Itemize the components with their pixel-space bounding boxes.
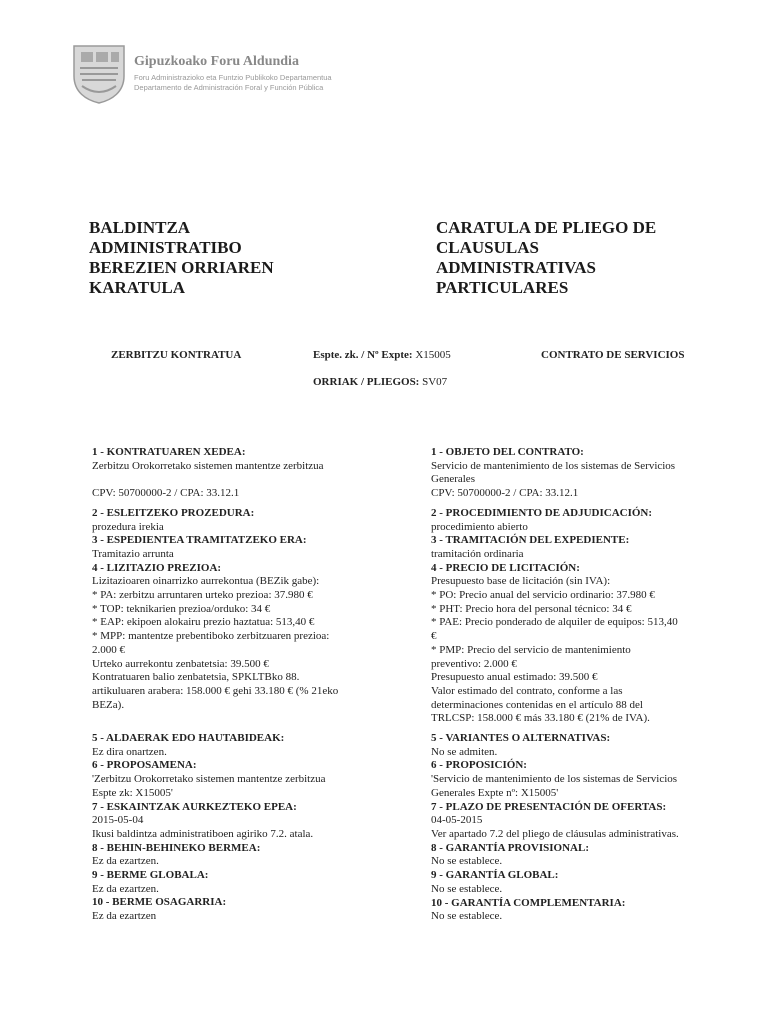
section-text: Generales Expte nº: X15005'	[431, 786, 559, 799]
section-text: * TOP: teknikarien prezioa/orduko: 34 €	[92, 602, 271, 615]
title-es-line: CARATULA DE PLIEGO DE	[436, 218, 657, 237]
expte-label: Espte. zk. / Nº Expte:	[313, 349, 413, 361]
section-heading: 10 - BERME OSAGARRIA:	[92, 896, 227, 909]
section-text: Valor estimado del contrato, conforme a las	[431, 684, 623, 697]
section-text: Zerbitzu Orokorretako sistemen mantentze zerbitzua	[92, 459, 324, 472]
title-es-line: PARTICULARES	[436, 278, 569, 297]
section-heading: 2 - PROCEDIMIENTO DE ADJUDICACIÓN:	[431, 506, 653, 519]
section-text: 2.000 €	[92, 643, 125, 656]
contract-type-es: CONTRATO DE SERVICIOS	[541, 349, 685, 361]
contract-type-eu: ZERBITZU KONTRATUA	[111, 349, 242, 361]
section-text: Tramitazio arrunta	[92, 547, 174, 560]
section-heading: 9 - GARANTÍA GLOBAL:	[431, 869, 559, 882]
section-text: * PA: zerbitzu arruntaren urteko prezioa: 37.980 €	[92, 589, 313, 602]
section-text: Ver apartado 7.2 del pliego de cláusulas administrativas.	[431, 827, 679, 840]
cpv-code: CPV: 50700000-2 / CPA: 33.12.1	[92, 487, 240, 500]
coat-of-arms-icon	[72, 42, 126, 104]
section-heading: 3 - ESPEDIENTEA TRAMITATZEKO ERA:	[92, 534, 307, 547]
title-es-line: ADMINISTRATIVAS	[436, 258, 596, 277]
section-text: Presupuesto anual estimado: 39.500 €	[431, 671, 598, 684]
section-heading: 7 - ESKAINTZAK AURKEZTEKO EPEA:	[92, 800, 297, 813]
section-text: preventivo: 2.000 €	[431, 657, 517, 670]
title-eu-line: ADMINISTRATIBO	[89, 238, 242, 257]
section-text: 04-05-2015	[431, 814, 483, 827]
section-text: TRLCSP: 158.000 € más 33.180 € (21% de IVA).	[431, 712, 650, 725]
department-eu: Foru Administrazioko eta Funtzio Publikoko Departamentua	[134, 73, 332, 82]
section-text: tramitación ordinaria	[431, 547, 524, 560]
section-text: procedimiento abierto	[431, 520, 528, 533]
column-es	[431, 446, 731, 924]
department-es: Departamento de Administración Foral y Función Pública	[134, 83, 324, 92]
section-heading: 8 - GARANTÍA PROVISIONAL:	[431, 841, 589, 854]
pliegos-value: SV07	[422, 376, 448, 388]
section-text: * EAP: ekipoen alokairu prezio haztatua: 513,40 €	[92, 616, 315, 629]
header-logo	[72, 42, 372, 106]
section-text: Ez dira onartzen.	[92, 745, 167, 758]
title-es-line: CLAUSULAS	[436, 238, 539, 257]
pliegos-field	[313, 376, 447, 388]
section-text: No se establece.	[431, 910, 503, 923]
pliegos-label: ORRIAK / PLIEGOS:	[313, 376, 420, 388]
title-eu-line: BEREZIEN ORRIAREN	[89, 258, 274, 277]
section-heading: 3 - TRAMITACIÓN DEL EXPEDIENTE:	[431, 534, 630, 547]
section-text: Servicio de mantenimiento de los sistemas de Servicios	[431, 459, 676, 472]
section-heading: 6 - PROPOSAMENA:	[92, 759, 197, 772]
section-text: determinaciones contenidas en el artículo 88 del	[431, 698, 643, 711]
section-text: 2015-05-04	[92, 814, 144, 827]
column-eu	[92, 446, 382, 924]
section-text: Kontratuaren balio zenbatetsia, SPKLTBko 88.	[92, 671, 300, 684]
section-heading: 5 - ALDAERAK EDO HAUTABIDEAK:	[92, 732, 285, 745]
section-text: No se establece.	[431, 882, 503, 895]
section-text: Ikusi baldintza administratiboen agiriko 7.2. atala.	[92, 827, 314, 840]
section-heading: 5 - VARIANTES O ALTERNATIVAS:	[431, 732, 611, 745]
section-text: 'Servicio de mantenimiento de los sistemas de Servicios	[431, 773, 678, 786]
expte-value: X15005	[415, 349, 451, 361]
section-text: Ez da ezartzen.	[92, 882, 159, 895]
section-heading: 4 - LIZITAZIO PREZIOA:	[92, 561, 222, 574]
section-heading: 2 - ESLEITZEKO PROZEDURA:	[92, 506, 255, 519]
title-eu-line: BALDINTZA	[89, 218, 191, 237]
section-text: No se admiten.	[431, 745, 498, 758]
section-text: BEZa).	[92, 698, 125, 711]
cpv-code: CPV: 50700000-2 / CPA: 33.12.1	[431, 487, 579, 500]
section-heading: 4 - PRECIO DE LICITACIÓN:	[431, 561, 580, 574]
section-text: Ez da ezartzen.	[92, 855, 159, 868]
section-text: * PHT: Precio hora del personal técnico: 34 €	[431, 602, 632, 615]
section-heading: 10 - GARANTÍA COMPLEMENTARIA:	[431, 896, 626, 909]
title-eu	[89, 218, 349, 298]
section-heading: 9 - BERME GLOBALA:	[92, 869, 209, 882]
section-heading: 6 - PROPOSICIÓN:	[431, 759, 527, 772]
section-heading: 8 - BEHIN-BEHINEKO BERMEA:	[92, 841, 261, 854]
section-text: Presupuesto base de licitación (sin IVA):	[431, 575, 611, 588]
section-heading: 7 - PLAZO DE PRESENTACIÓN DE OFERTAS:	[431, 800, 667, 813]
section-text: Ez da ezartzen	[92, 910, 157, 923]
section-heading: 1 - KONTRATUAREN XEDEA:	[92, 446, 246, 458]
title-es	[436, 218, 736, 298]
section-text: Generales	[431, 473, 475, 486]
section-text: * PO: Precio anual del servicio ordinario: 37.980 €	[431, 589, 655, 602]
section-text: * PAE: Precio ponderado de alquiler de equipos: 513,40	[431, 616, 678, 629]
section-heading: 1 - OBJETO DEL CONTRATO:	[431, 446, 584, 458]
section-text: Urteko aurrekontu zenbatetsia: 39.500 €	[92, 657, 269, 670]
section-text: * MPP: mantentze prebentiboko zerbitzuaren prezioa:	[92, 630, 330, 643]
org-name: Gipuzkoako Foru Aldundia	[134, 54, 299, 69]
section-text: Lizitazioaren oinarrizko aurrekontua (BEZik gabe):	[92, 575, 320, 588]
section-text: €	[431, 630, 437, 643]
section-text: artikuluaren arabera: 158.000 € gehi 33.180 € (% 21eko	[92, 684, 339, 697]
section-text: prozedura irekia	[92, 520, 164, 533]
section-text: * PMP: Precio del servicio de mantenimiento	[431, 643, 631, 656]
expte-field	[313, 349, 451, 361]
title-eu-line: KARATULA	[89, 278, 186, 297]
section-text: 'Zerbitzu Orokorretako sistemen mantentze zerbitzua	[92, 773, 326, 786]
section-text: Espte zk: X15005'	[92, 786, 173, 799]
section-text: No se establece.	[431, 855, 503, 868]
